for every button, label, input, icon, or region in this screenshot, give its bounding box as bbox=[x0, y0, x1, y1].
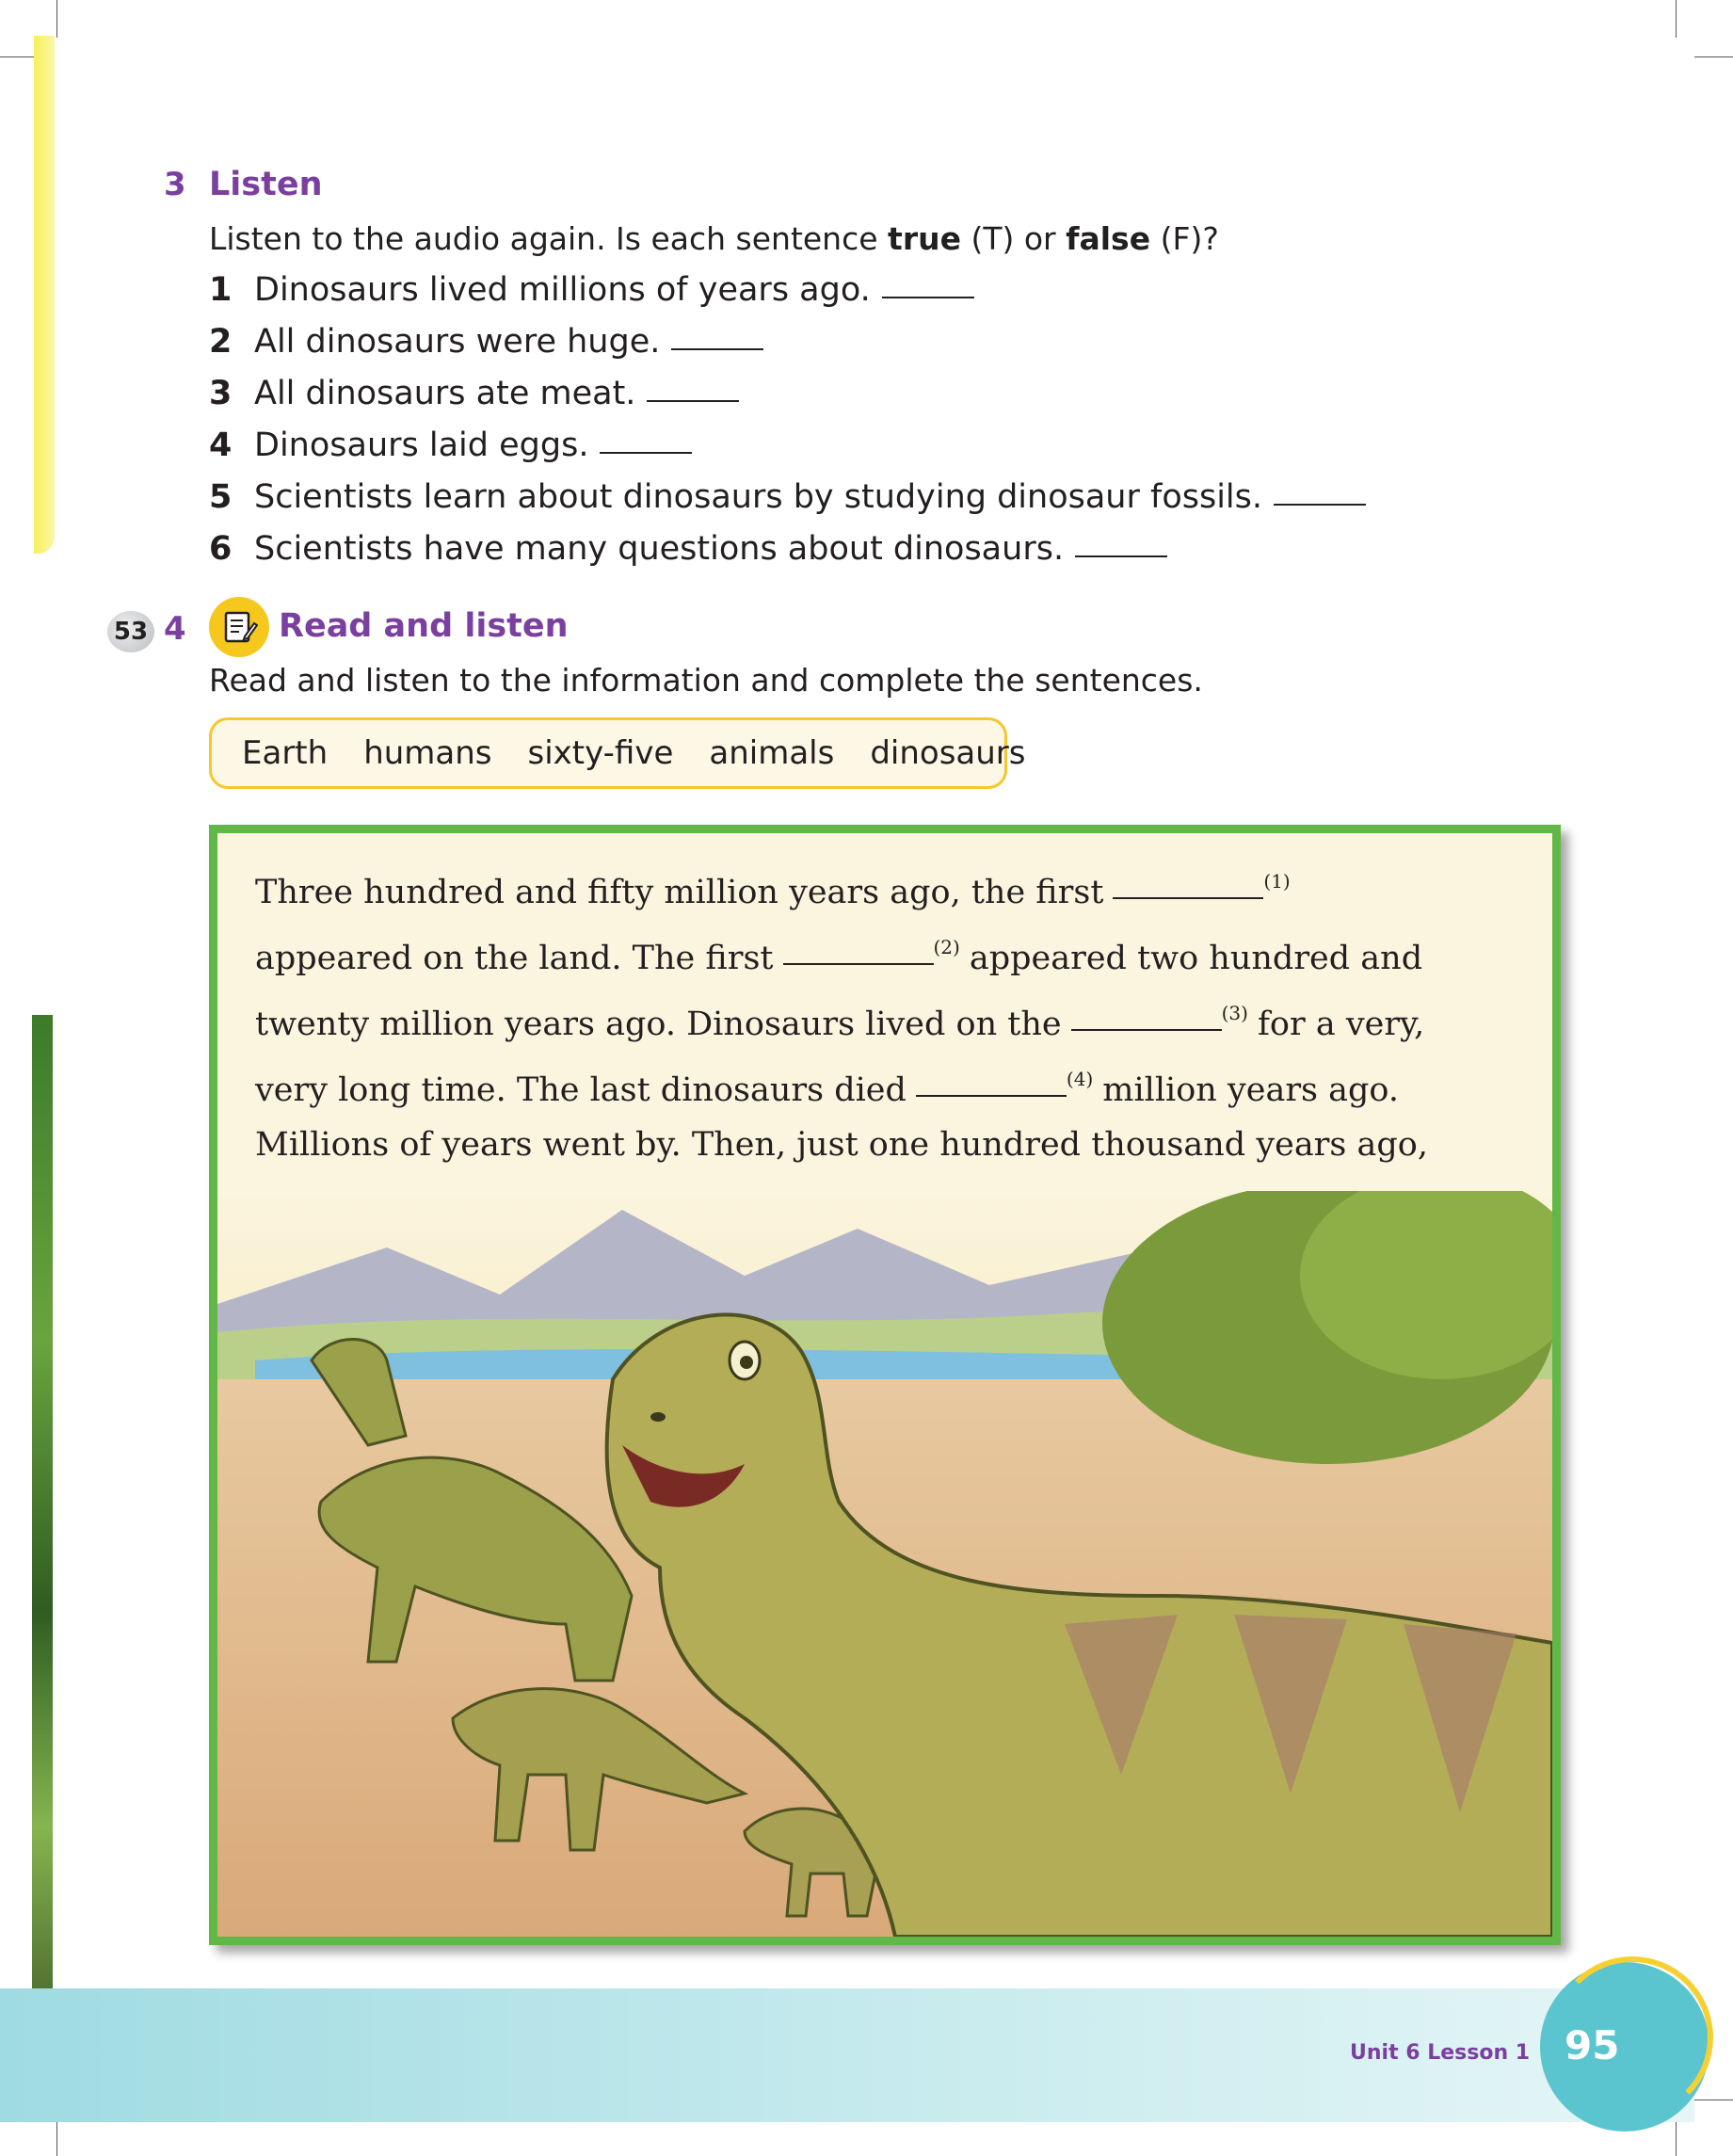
question-text: Dinosaurs laid eggs. bbox=[254, 426, 589, 464]
answer-blank[interactable] bbox=[600, 450, 692, 454]
fill-in-blank[interactable] bbox=[783, 961, 934, 965]
crop-mark bbox=[1676, 2118, 1677, 2156]
question-item bbox=[209, 375, 739, 412]
notebook-pencil-icon bbox=[209, 597, 269, 657]
passage-line bbox=[255, 1052, 1516, 1118]
question-item bbox=[209, 426, 692, 464]
question-number: 4 bbox=[209, 426, 233, 464]
word-bank-item: dinosaurs bbox=[870, 734, 1026, 772]
question-number: 6 bbox=[209, 530, 233, 568]
reading-passage-frame bbox=[209, 825, 1561, 1945]
passage-text: Three hundred and fifty million years ago, the first bbox=[255, 874, 1104, 911]
audio-track-badge[interactable]: 53 bbox=[107, 611, 154, 652]
question-item bbox=[209, 478, 1366, 516]
exercise-number: 4 bbox=[164, 610, 186, 648]
question-text: Dinosaurs lived millions of years ago. bbox=[254, 271, 871, 309]
passage-line bbox=[255, 920, 1516, 986]
crop-mark bbox=[56, 2118, 57, 2156]
passage-text: Millions of years went by. Then, just one hundred thousand years ago, bbox=[255, 1126, 1428, 1164]
blank-number: (2) bbox=[933, 936, 960, 958]
blank-number: (3) bbox=[1221, 1002, 1248, 1024]
unit-lesson-label: Unit 6 Lesson 1 bbox=[1350, 2041, 1531, 2065]
passage-text: appeared two hundred and bbox=[969, 940, 1423, 977]
question-text: All dinosaurs were huge. bbox=[254, 323, 661, 361]
left-yellow-strip bbox=[34, 36, 55, 554]
fill-in-blank[interactable] bbox=[916, 1093, 1067, 1097]
crop-mark bbox=[56, 0, 57, 38]
question-text: All dinosaurs ate meat. bbox=[254, 375, 636, 412]
instruction-text: (T) or bbox=[960, 220, 1067, 257]
crop-mark bbox=[1694, 56, 1733, 57]
passage-text: for a very, bbox=[1257, 1006, 1425, 1043]
answer-blank[interactable] bbox=[1274, 502, 1366, 506]
question-number: 3 bbox=[209, 375, 233, 412]
exercise-title: Read and listen bbox=[279, 607, 569, 645]
instruction-false: false bbox=[1066, 220, 1151, 257]
passage-text: very long time. The last dinosaurs died bbox=[255, 1071, 907, 1109]
exercise-number: 3 bbox=[164, 166, 186, 203]
instruction-text: Listen to the audio again. Is each sentence bbox=[209, 220, 889, 257]
question-text: Scientists learn about dinosaurs by studying dinosaur fossils. bbox=[254, 478, 1263, 516]
word-bank bbox=[209, 717, 1026, 789]
word-bank-item: animals bbox=[709, 734, 835, 772]
reading-passage bbox=[255, 854, 1516, 1238]
crop-mark bbox=[1676, 0, 1677, 38]
answer-blank[interactable] bbox=[647, 398, 739, 402]
passage-text: twenty million years ago. Dinosaurs lived on the bbox=[255, 1006, 1062, 1043]
fill-in-blank[interactable] bbox=[1113, 895, 1263, 899]
answer-blank[interactable] bbox=[671, 346, 763, 350]
exercise-instruction bbox=[209, 220, 1219, 257]
instruction-text: (F)? bbox=[1150, 220, 1219, 257]
left-green-strip bbox=[32, 1015, 53, 2098]
question-item bbox=[209, 323, 763, 361]
instruction-true: true bbox=[888, 220, 961, 257]
question-text: Scientists have many questions about dinosaurs. bbox=[254, 530, 1065, 568]
word-bank-item: humans bbox=[363, 734, 492, 772]
passage-text: million years ago. bbox=[1102, 1071, 1399, 1109]
blank-number: (4) bbox=[1066, 1068, 1094, 1090]
answer-blank[interactable] bbox=[1075, 554, 1167, 557]
answer-blank[interactable] bbox=[882, 295, 974, 298]
passage-line bbox=[255, 1118, 1516, 1172]
question-item bbox=[209, 271, 974, 309]
word-bank-item: sixty-five bbox=[527, 734, 674, 772]
word-bank-item: Earth bbox=[242, 734, 329, 772]
dinosaur-illustration bbox=[217, 1191, 1552, 1937]
question-number: 1 bbox=[209, 271, 233, 309]
passage-text: appeared on the land. The first bbox=[255, 940, 774, 977]
blank-number: (1) bbox=[1263, 870, 1291, 893]
fill-in-blank[interactable] bbox=[1071, 1027, 1222, 1031]
question-item bbox=[209, 530, 1167, 568]
page-number: 95 bbox=[1565, 2022, 1620, 2068]
question-number: 5 bbox=[209, 478, 233, 516]
passage-line bbox=[255, 854, 1516, 920]
exercise-instruction: Read and listen to the information and complete the sentences. bbox=[209, 662, 1203, 699]
crop-mark bbox=[0, 56, 38, 57]
question-number: 2 bbox=[209, 323, 233, 361]
passage-line bbox=[255, 986, 1516, 1052]
exercise-title: Listen bbox=[209, 166, 323, 203]
